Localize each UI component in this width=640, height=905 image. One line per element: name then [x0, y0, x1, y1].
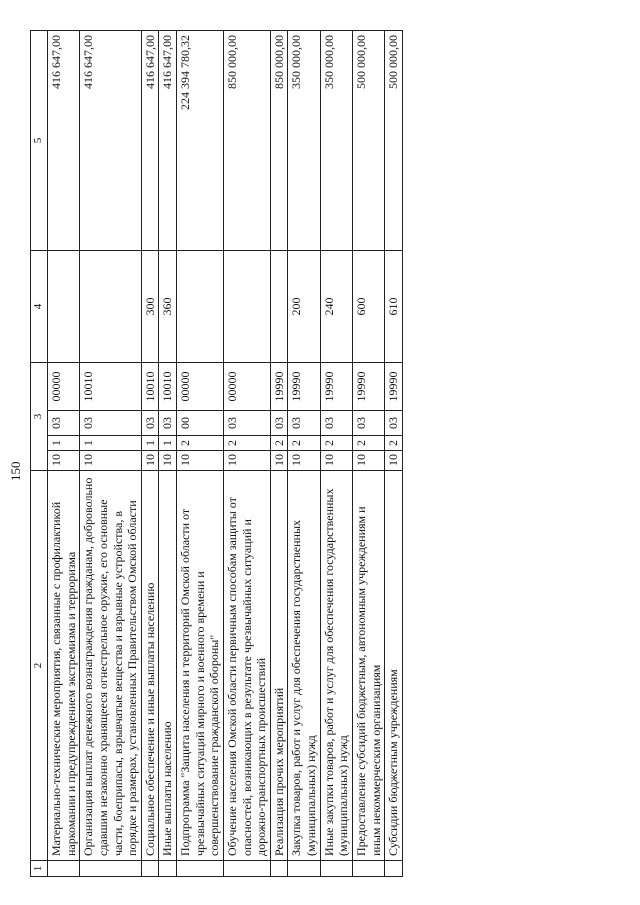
code-part-1: 10: [352, 451, 384, 471]
code-part-3: 03: [288, 411, 320, 436]
code-part-4: 19990: [270, 363, 288, 411]
code-part-3: 03: [320, 411, 352, 436]
code-part-1: 10: [48, 451, 80, 471]
table-row: [177, 31, 224, 877]
row-description: Реализация прочих мероприятий: [270, 471, 288, 861]
code-part-3: 03: [385, 411, 403, 436]
row-amount: 224 394 780,32: [177, 31, 224, 251]
expense-type-code: [177, 251, 224, 363]
row-description: Организация выплат денежного вознаграждения гражданам, добровольно сдавшим незаконно хранящееся огнестрельное оружие, его основные части, боеприпасы, взрывчатые вещества и взрывные устройства, в порядке и размерах, установленных Правительством Омской области: [80, 471, 142, 861]
row-first-cell: [270, 861, 288, 877]
column-header-4: 4: [31, 251, 48, 363]
row-first-cell: [80, 861, 142, 877]
code-part-4: 19990: [320, 363, 352, 411]
code-part-1: 10: [141, 451, 159, 471]
code-part-2: 2: [352, 436, 384, 451]
expense-type-code: [223, 251, 270, 363]
code-part-4: 19990: [352, 363, 384, 411]
table-row: [141, 31, 159, 877]
code-part-2: 2: [270, 436, 288, 451]
code-part-2: 1: [80, 436, 142, 451]
column-header-5: 5: [31, 31, 48, 251]
table-row: [80, 31, 142, 877]
code-part-4: 10010: [159, 363, 177, 411]
row-description: Иные выплаты населению: [159, 471, 177, 861]
table-row: [48, 31, 80, 877]
row-first-cell: [288, 861, 320, 877]
row-first-cell: [385, 861, 403, 877]
code-part-1: 10: [320, 451, 352, 471]
expense-type-code: 600: [352, 251, 384, 363]
code-part-4: 10010: [80, 363, 142, 411]
expense-type-code: 300: [141, 251, 159, 363]
row-first-cell: [320, 861, 352, 877]
column-header-1: 1: [31, 861, 48, 877]
row-amount: 350 000,00: [320, 31, 352, 251]
row-description: Обучение населения Омской области первичным способам защиты от опасностей, возникающих в результате чрезвычайных ситуаций и дорожно-транспортных происшествий: [223, 471, 270, 861]
row-first-cell: [352, 861, 384, 877]
code-part-4: 10010: [141, 363, 159, 411]
row-amount: 416 647,00: [159, 31, 177, 251]
code-part-4: 19990: [385, 363, 403, 411]
budget-table: [30, 30, 403, 877]
row-description: Социальное обеспечение и иные выплаты населению: [141, 471, 159, 861]
code-part-4: 00000: [177, 363, 224, 411]
row-amount: 416 647,00: [141, 31, 159, 251]
column-header-row: [31, 31, 48, 877]
code-part-1: 10: [223, 451, 270, 471]
code-part-3: 03: [159, 411, 177, 436]
code-part-1: 10: [385, 451, 403, 471]
row-description: Материально-технические мероприятия, связанные с профилактикой наркомании и предупреждением экстремизма и терроризма: [48, 471, 80, 861]
expense-type-code: [48, 251, 80, 363]
row-amount: 416 647,00: [80, 31, 142, 251]
code-part-2: 2: [320, 436, 352, 451]
column-header-3: 3: [31, 363, 48, 471]
row-amount: 500 000,00: [385, 31, 403, 251]
column-header-2: 2: [31, 471, 48, 861]
expense-type-code: 240: [320, 251, 352, 363]
page-number: 150: [8, 461, 23, 481]
table-row: [288, 31, 320, 877]
row-first-cell: [223, 861, 270, 877]
code-part-3: 03: [141, 411, 159, 436]
row-amount: 500 000,00: [352, 31, 384, 251]
code-part-4: 00000: [48, 363, 80, 411]
code-part-2: 1: [141, 436, 159, 451]
row-amount: 850 000,00: [223, 31, 270, 251]
table-row: [352, 31, 384, 877]
row-first-cell: [177, 861, 224, 877]
row-description: Предоставление субсидий бюджетным, автономным учреждениям и иным некоммерческим организациям: [352, 471, 384, 861]
code-part-2: 2: [177, 436, 224, 451]
code-part-1: 10: [288, 451, 320, 471]
expense-type-code: 200: [288, 251, 320, 363]
table-body: [31, 31, 403, 877]
table-row: [320, 31, 352, 877]
row-description: Подпрограмма "Защита населения и территорий Омской области от чрезвычайных ситуаций мирного и военного времени и совершенствование гражданской обороны": [177, 471, 224, 861]
row-description: Субсидии бюджетным учреждениям: [385, 471, 403, 861]
table-row: [159, 31, 177, 877]
code-part-3: 03: [223, 411, 270, 436]
code-part-4: 00000: [223, 363, 270, 411]
code-part-3: 03: [352, 411, 384, 436]
table-row: [270, 31, 288, 877]
row-amount: 350 000,00: [288, 31, 320, 251]
code-part-3: 03: [80, 411, 142, 436]
expense-type-code: 360: [159, 251, 177, 363]
row-first-cell: [141, 861, 159, 877]
code-part-4: 19990: [288, 363, 320, 411]
code-part-1: 10: [177, 451, 224, 471]
row-description: Закупка товаров, работ и услуг для обеспечения государственных (муниципальных) нужд: [288, 471, 320, 861]
expense-type-code: 610: [385, 251, 403, 363]
row-first-cell: [48, 861, 80, 877]
expense-type-code: [80, 251, 142, 363]
code-part-2: 1: [159, 436, 177, 451]
row-amount: 850 000,00: [270, 31, 288, 251]
code-part-1: 10: [270, 451, 288, 471]
expense-type-code: [270, 251, 288, 363]
table-row: [385, 31, 403, 877]
code-part-1: 10: [159, 451, 177, 471]
code-part-2: 1: [48, 436, 80, 451]
table-row: [223, 31, 270, 877]
code-part-1: 10: [80, 451, 142, 471]
row-description: Иные закупки товаров, работ и услуг для обеспечения государственных (муниципальных) нужд: [320, 471, 352, 861]
code-part-3: 03: [48, 411, 80, 436]
code-part-3: 00: [177, 411, 224, 436]
code-part-2: 2: [385, 436, 403, 451]
row-amount: 416 647,00: [48, 31, 80, 251]
code-part-3: 03: [270, 411, 288, 436]
row-first-cell: [159, 861, 177, 877]
code-part-2: 2: [288, 436, 320, 451]
code-part-2: 2: [223, 436, 270, 451]
